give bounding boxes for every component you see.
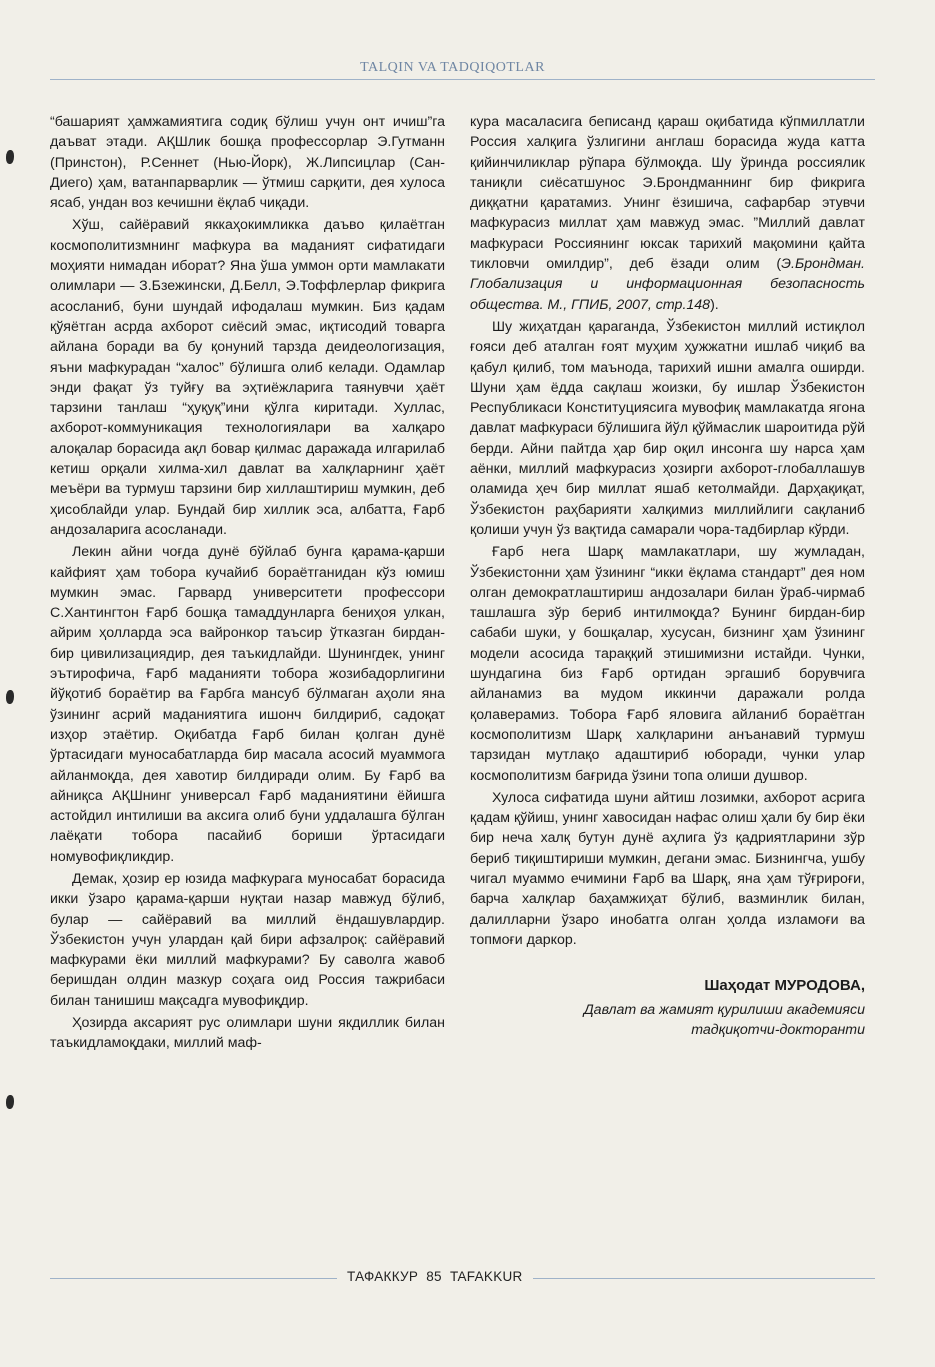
- footer-title-latin: TAFAKKUR: [449, 1269, 523, 1284]
- running-header: TALQIN VA TADQIQOTLAR: [360, 60, 545, 75]
- paragraph-text: кура масаласига беписанд қараш оқибатида кўпмиллатли Россия халқига ўзлигини англаш борасида жуда катта қийинчиликлар рўпара бўлмоқда. Шу ўринда россиялик таниқли сиёсатшунос Э.Брондманнинг бир фикрига диққатни қаратамиз. Унинг ёзишича, сафарбар этувчи мафкурасиз миллат ҳам мавжуд эмас. ”Миллий давлат мафкураси Россиянинг юксак тарихий мақомини қайта тикловчи омилдир”, деб ёзади олим (: [470, 114, 865, 273]
- header-rule: [50, 79, 875, 80]
- paragraph: [470, 112, 865, 315]
- author-name: Шаҳодат МУРОДОВА,: [704, 977, 865, 995]
- paragraph: Ғарб нега Шарқ мамлакатлари, шу жумладан, Ўзбекистонни ҳам ўзининг “икки ёқлама стандарт” дея ном олган демократлаштириш андозалари билан ўраб-чирмаб ташлашга зўр бериб интилмоқда? Бунинг бирдан-бир сабаби шуки, у бошқалар, хусусан, бизнинг ҳам ўзининг модели асосида тараққий этишимизни истайди. Чунки, шундагина биз Ғарб ортидан эргашиб борувчига айланамиз ва мудом иккинчи даражали ролда қолаверамиз. Тобора Ғарб яловига айланиб бораётган космополитизм Шарқ халқларини анъанавий турмуш тарзидан мутлақо адаштириб юборади, чунки улар космополитизм бағрида ўзини топа олиши душвор.: [470, 544, 865, 784]
- affiliation-line: тадқиқотчи-докторанти: [691, 1022, 865, 1039]
- binding-hole-mark: [6, 150, 14, 164]
- left-column: [50, 112, 445, 1054]
- binding-hole-mark: [6, 690, 14, 704]
- binding-hole-mark: [6, 1095, 14, 1109]
- paragraph: “башарият ҳамжамиятига содиқ бўлиш учун онт ичиш”га даъват этади. АҚШлик бошқа профессорлар Э.Гутманн (Принстон), Р.Сеннет (Нью-Йорк), Ж.Липсицлар (Сан-Диего) ҳам, ватанпарварлик — ўтмиш сарқити, дея хулоса ясаб, ундан воз кечишни ёқлаб чиқади.: [50, 114, 445, 212]
- paragraph: Демак, ҳозир ер юзида мафкурага муносабат борасида икки ўзаро қарама-қарши нуқтаи назар мавжуд бўлиб, булар — сайёравий ва миллий ёндашувлардир. Ўзбекистон учун улардан қай бири афзалроқ: сайёравий мафкурами ёки миллий мафкурами? Бу саволга жавоб беришдан олдин мазкур соҳага оид Россия тажрибаси билан танишиш мақсадга мувофиқдир.: [50, 870, 445, 1009]
- paragraph: Хўш, сайёравий яккаҳокимликка даъво қилаётган космополитизмнинг мафкура ва маданият сифатидаги моҳияти нимадан иборат? Яна ўша уммон орти мамлакати олимлари — З.Бзежински, Д.Белл, Э.Тоффлерлар фикрига асосланиб, буни шундай ифодалаш мумкин. Биз қадам қўяётган асрда ахборот сиёсий эмас, иқтисодий товарга айлана боради ва бу қонуний тарзда деидеологизация, яъни мафкурадан “халос” бўлишга олиб келади. Одамлар энди фақат ўз туйғу ва эҳтиёжларига таянувчи ҳаёт тарзини танлаш “ҳуқуқ”ини қўлга киритади. Хуллас, ахборот-коммуникация технологиялари ва халқаро алоқалар борасида ақл бовар қилмас даражада илгарилаб кетиш орқали хилма-хил давлат ва халқларнинг ҳаёт меъёри ва турмуш тарзини бир хиллаштириш мумкин, деб ҳисоблайди улар. Бундай бир хиллик эса, албатта, Ғарб андозаларига асосланади.: [50, 217, 445, 538]
- paragraph: Шу жиҳатдан қараганда, Ўзбекистон миллий истиқлол ғояси деб аталган ғоят муҳим ҳужжатни ишлаб чиқиб ва қабул қилиб, том маънода, тарихий ишни амалга оширди. Шуни ҳам ёдда сақлаш жоизки, бу ишлар Ўзбекистон Республикаси Конституциясига мувофиқ мамлакатда ягона давлат мафкураси бўлишига йўл қўймаслик шароитида рўй берди. Айни пайтда ҳар бир оқил инсонга шу нарса ҳам аёнки, миллий мафкурасиз ҳозирги ахборот-глобаллашув оламида ҳеч бир миллат яшаб кетолмайди. Дарҳақиқат, Ўзбекистон раҳбарияти халқимиз миллийлиги сақланиб қолиши учун ўз вақтида самарали чора-тадбирлар кўрди.: [470, 318, 865, 538]
- paragraph: Ҳозирда аксарият рус олимлари шуни якдиллик билан таъкидламоқдаки, миллий маф-: [50, 1015, 445, 1052]
- author-affiliation: [470, 1000, 865, 1040]
- affiliation-line: Давлат ва жамият қурилиши академияси: [583, 1002, 865, 1019]
- citation: Э.Брондман. Глобализация и информационная безопасность общества. М., ГПИБ, 2007, стр.148: [470, 256, 865, 313]
- page-number: 85: [426, 1269, 442, 1284]
- paragraph: Лекин айни чоғда дунё бўйлаб бунга қарама-қарши кайфият ҳам тобора кучайиб бораётганидан кўз юмиш мумкин эмас. Гарвард университети профессори С.Хантингтон Ғарб бошқа тамаддунларга бениҳоя улкан, айрим ҳолларда эса вайронкор таъсир ўтказган бирдан-бир цивилизациядир, дея таъкидлайди. Шунингдек, унинг эътирофича, Ғарб маданияти тобора жозибадорлигини йўқотиб бораётир ва Ғарбга мансуб бўлмаган аҳоли яна ўзининг асрий маданиятига ишонч билдириб, садоқат изҳор этаётир. Оқибатда Ғарб билан қолган дунё ўртасидаги муносабатларда бир масала асосий муаммога айланмоқда, дея хавотир билдиради олим. Бу Ғарб ва айниқса АҚШнинг универсал Ғарб маданиятини ёйишга астойдил интилиши ва аксига олиб буни уддалашга бўлган лаёқати тобора пасайиб бориши ўртасидаги номувофиқликдир.: [50, 544, 445, 865]
- paragraph: Хулоса сифатида шуни айтиш лозимки, ахборот асрига қадам қўйиш, унинг хавосидан нафас олиш ҳали бу бир ёки бир неча халқ бутун дунё аҳлига ўз қадриятларини зўр бериб тиқиштириши мумкин, дегани эмас. Бизнингча, ушбу чигал муаммо ечимини Ғарб ва Шарқ, яна ҳам тўғрироғи, барча халқлар баҳамжиҳат бўлиб, вазминлик билан, далилларни ўзаро инобатга олган ҳолда изламоғи ва топмоғи даркор.: [470, 789, 865, 948]
- author-signature: [470, 976, 865, 1040]
- page-footer: [337, 1269, 533, 1284]
- footer-title-cyrillic: ТАФАККУР: [347, 1269, 419, 1284]
- right-column: [470, 112, 865, 1040]
- citation-close: ).: [710, 296, 719, 313]
